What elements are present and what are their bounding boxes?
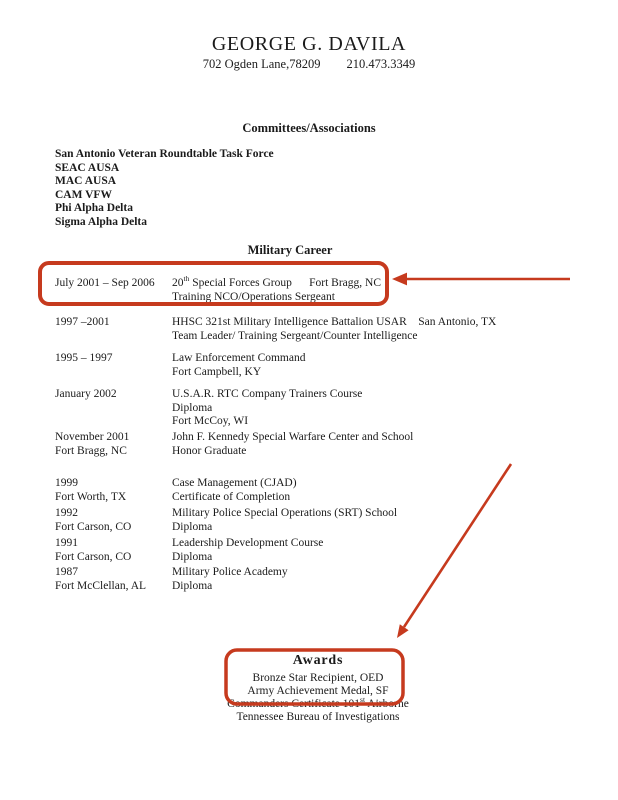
career-entry xyxy=(55,507,610,534)
detail-line: Military Police Academy xyxy=(172,566,288,578)
career-entry-details xyxy=(172,537,610,564)
committees-list xyxy=(55,148,274,230)
section-heading-military-career: Military Career xyxy=(247,243,333,257)
career-entry-dates xyxy=(55,352,172,379)
detail-line: Honor Graduate xyxy=(172,444,247,457)
career-entry-details xyxy=(172,477,610,504)
contact-line xyxy=(0,57,618,72)
date-line: 1997 –2001 xyxy=(55,316,110,328)
career-entry-dates xyxy=(55,537,172,564)
committee-item: Sigma Alpha Delta xyxy=(55,215,148,228)
date-line: 1992 xyxy=(55,507,78,519)
section-heading-awards: Awards xyxy=(292,653,344,668)
committee-item: Phi Alpha Delta xyxy=(55,202,133,215)
date-line: 1991 xyxy=(55,537,78,549)
section-heading-committees: Committees/Associations xyxy=(242,121,376,135)
career-entry-details xyxy=(172,274,610,304)
award-item: Army Achievement Medal, SF xyxy=(247,684,389,697)
award-item: Commanders Certificate 101st Airborne xyxy=(227,695,409,710)
committee-item: CAM VFW xyxy=(55,188,112,201)
career-entry-dates xyxy=(55,566,172,593)
date-line: January 2002 xyxy=(55,388,117,400)
detail-line: Diploma xyxy=(172,550,213,563)
detail-line: Team Leader/ Training Sergeant/Counter Intelligence xyxy=(172,329,418,342)
career-entry-dates xyxy=(55,316,172,343)
detail-line: Fort Campbell, KY xyxy=(172,365,262,378)
date-line: Fort Carson, CO xyxy=(55,520,132,533)
detail-line: Leadership Development Course xyxy=(172,537,324,549)
awards-list xyxy=(0,672,618,725)
detail-line: U.S.A.R. RTC Company Trainers Course xyxy=(172,388,363,400)
committee-item: San Antonio Veteran Roundtable Task Force xyxy=(55,148,274,160)
date-line: Fort Worth, TX xyxy=(55,490,127,503)
career-entry-details xyxy=(172,507,610,534)
date-line: Fort Carson, CO xyxy=(55,550,132,563)
career-entry xyxy=(55,316,610,343)
detail-line: Diploma xyxy=(172,520,213,533)
career-entry-details xyxy=(172,352,610,379)
career-entry xyxy=(55,431,610,458)
award-item: Bronze Star Recipient, OED xyxy=(252,671,384,684)
phone-number: 210.473.3349 xyxy=(346,57,416,71)
career-entry-dates xyxy=(55,277,172,304)
career-entry-details xyxy=(172,566,610,593)
career-entry-dates xyxy=(55,507,172,534)
date-line: Fort McClellan, AL xyxy=(55,579,147,592)
career-entry xyxy=(55,477,610,504)
career-entry-dates xyxy=(55,431,172,458)
detail-line: Diploma xyxy=(172,579,213,592)
detail-line: John F. Kennedy Special Warfare Center and School xyxy=(172,431,414,443)
street-address: 702 Ogden Lane,78209 xyxy=(202,57,321,71)
career-entry-dates xyxy=(55,388,172,429)
detail-line: Fort McCoy, WI xyxy=(172,415,249,427)
detail-line: Law Enforcement Command xyxy=(172,352,306,364)
date-line: 1995 – 1997 xyxy=(55,352,113,364)
career-entry-details xyxy=(172,316,610,343)
career-entry-highlighted xyxy=(55,274,610,304)
detail-line: Certificate of Completion xyxy=(172,490,291,503)
career-entry xyxy=(55,352,610,379)
detail-line: Training NCO/Operations Sergeant xyxy=(172,290,335,303)
arrow-to-awards-head xyxy=(397,624,409,638)
date-line: November 2001 xyxy=(55,431,130,443)
career-entry-details xyxy=(172,431,610,458)
committee-item: SEAC AUSA xyxy=(55,161,120,174)
detail-line: Military Police Special Operations (SRT) School xyxy=(172,507,398,519)
detail-line: 20th Special Forces Group Fort Bragg, NC xyxy=(172,274,381,289)
detail-line: Case Management (CJAD) xyxy=(172,477,297,489)
person-name: GEORGE G. DAVILA xyxy=(211,33,407,55)
award-item: Tennessee Bureau of Investigations xyxy=(236,711,400,724)
committee-item: MAC AUSA xyxy=(55,175,117,188)
date-line: Fort Bragg, NC xyxy=(55,444,127,457)
career-entry xyxy=(55,537,610,564)
detail-line: HHSC 321st Military Intelligence Battalion USAR San Antonio, TX xyxy=(172,316,497,328)
career-entry-dates xyxy=(55,477,172,504)
date-line: July 2001 – Sep 2006 xyxy=(55,277,155,289)
detail-line: Diploma xyxy=(172,401,213,414)
career-entry xyxy=(55,566,610,593)
career-entry xyxy=(55,388,610,429)
date-line: 1999 xyxy=(55,477,78,489)
date-line: 1987 xyxy=(55,566,78,578)
career-entry-details xyxy=(172,388,610,429)
